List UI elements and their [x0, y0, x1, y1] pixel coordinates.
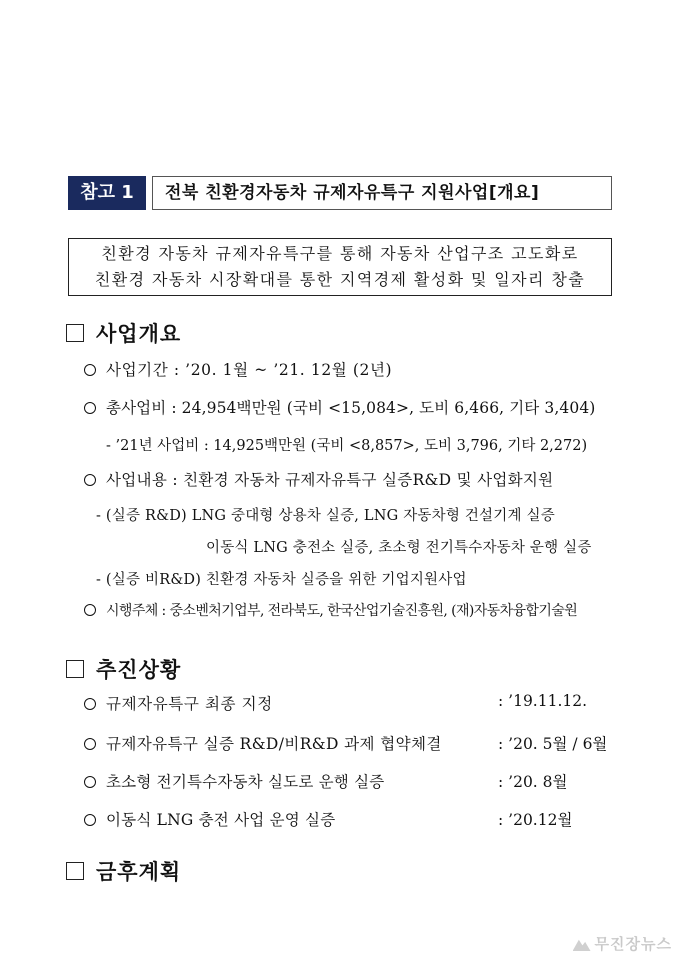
- progress-item-date: : ’20.12월: [498, 811, 573, 829]
- bullet-circle-icon: [84, 402, 96, 414]
- section-progress-heading: [66, 654, 181, 684]
- progress-item-date: : ’20. 5월 / 6월: [498, 735, 608, 753]
- checkbox-square-icon: [66, 862, 84, 880]
- overview-content-nonrnd: - (실증 비R&D) 친환경 자동차 실증을 위한 기업지원사업: [96, 572, 467, 588]
- overview-period-text: 사업기간 : ’20. 1월 ~ ’21. 12월 (2년): [106, 361, 393, 379]
- overview-content-text: 사업내용 : 친환경 자동차 규제자유특구 실증R&D 및 사업화지원: [106, 471, 554, 489]
- watermark: [573, 933, 672, 954]
- progress-item-date: : ’19.11.12.: [498, 692, 588, 710]
- overview-executor: [84, 600, 577, 620]
- reference-badge: 참고 1: [68, 176, 146, 210]
- document-title: 전북 친환경자동차 규제자유특구 지원사업[개요]: [152, 176, 612, 210]
- section-progress-title: 추진상황: [96, 658, 182, 682]
- section-plan-heading: [66, 856, 181, 886]
- watermark-text: 무진장뉴스: [594, 935, 672, 953]
- checkbox-square-icon: [66, 660, 84, 678]
- section-plan-title: 금후계획: [96, 860, 182, 884]
- progress-item-date: : ’20. 8월: [498, 773, 568, 791]
- bullet-circle-icon: [84, 814, 96, 826]
- bullet-circle-icon: [84, 738, 96, 750]
- progress-item-label: 이동식 LNG 충전 사업 운영 실증: [106, 811, 336, 829]
- bullet-circle-icon: [84, 698, 96, 710]
- progress-item: [84, 808, 335, 830]
- overview-executor-text: 시행주체 : 중소벤처기업부, 전라북도, 한국산업기술진흥원, (재)자동차융합기술원: [106, 603, 578, 619]
- section-overview-title: 사업개요: [96, 322, 182, 346]
- purpose-box: [68, 238, 612, 296]
- bullet-circle-icon: [84, 776, 96, 788]
- bullet-circle-icon: [84, 364, 96, 376]
- overview-budget: [84, 396, 595, 418]
- purpose-line-1: 친환경 자동차 규제자유특구를 통해 자동차 산업구조 고도화로: [101, 244, 579, 263]
- progress-item-label: 규제자유특구 최종 지정: [106, 695, 273, 713]
- overview-content-rnd-cont: 이동식 LNG 충전소 실증, 초소형 전기특수자동차 운행 실증: [206, 540, 592, 556]
- mountain-logo-icon: [573, 937, 591, 951]
- progress-item: [84, 692, 273, 714]
- progress-item-label: 규제자유특구 실증 R&D/비R&D 과제 협약체결: [106, 735, 442, 753]
- purpose-line-2: 친환경 자동차 시장확대를 통한 지역경제 활성화 및 일자리 창출: [94, 270, 586, 289]
- overview-content: [84, 468, 553, 490]
- checkbox-square-icon: [66, 324, 84, 342]
- progress-item: [84, 732, 442, 754]
- bullet-circle-icon: [84, 474, 96, 486]
- overview-budget-text: 총사업비 : 24,954백만원 (국비 <15,084>, 도비 6,466, 기타 3,404): [106, 399, 596, 417]
- bullet-circle-icon: [84, 604, 96, 616]
- progress-item: [84, 770, 384, 792]
- overview-content-rnd: - (실증 R&D) LNG 중대형 상용차 실증, LNG 자동차형 건설기계 실증: [96, 508, 555, 524]
- overview-period: [84, 358, 392, 380]
- overview-budget-2021: - ’21년 사업비 : 14,925백만원 (국비 <8,857>, 도비 3,796, 기타 2,272): [106, 438, 588, 454]
- section-overview-heading: [66, 318, 181, 348]
- progress-item-label: 초소형 전기특수자동차 실도로 운행 실증: [106, 773, 385, 791]
